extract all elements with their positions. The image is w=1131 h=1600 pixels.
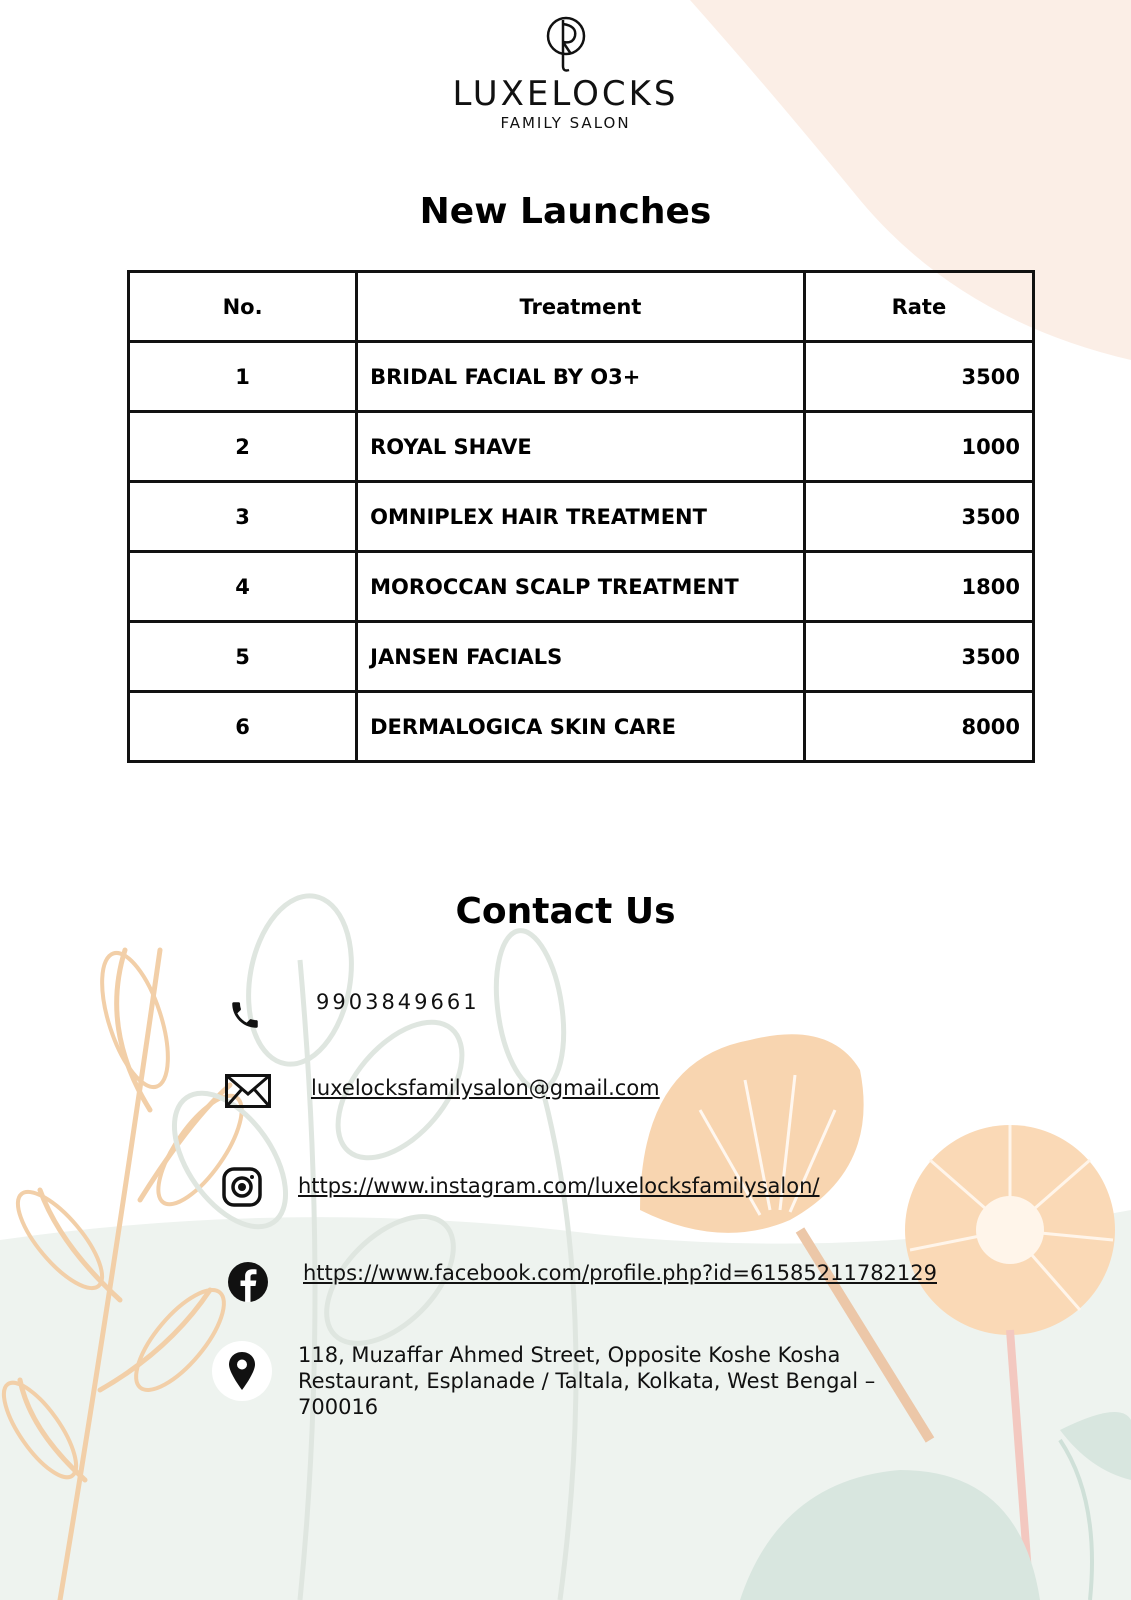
brand-subtitle: FAMILY SALON (500, 114, 631, 132)
cell-rate: 1800 (804, 552, 1033, 622)
table-row (129, 692, 1034, 762)
table-row (129, 622, 1034, 692)
cell-rate: 3500 (804, 482, 1033, 552)
cell-rate: 8000 (804, 692, 1033, 762)
email-link[interactable]: luxelocksfamilysalon@gmail.com (311, 1076, 660, 1100)
cell-treatment: ROYAL SHAVE (357, 412, 805, 482)
instagram-link[interactable]: https://www.instagram.com/luxelocksfamilysalon/ (298, 1174, 820, 1198)
cell-treatment: OMNIPLEX HAIR TREATMENT (357, 482, 805, 552)
cell-treatment: BRIDAL FACIAL BY O3+ (357, 342, 805, 412)
cell-rate: 3500 (804, 342, 1033, 412)
column-header-rate: Rate (804, 272, 1033, 342)
table-row (129, 342, 1034, 412)
table-row (129, 412, 1034, 482)
cell-no: 3 (129, 482, 357, 552)
cell-rate: 1000 (804, 412, 1033, 482)
cell-no: 4 (129, 552, 357, 622)
new-launches-title: New Launches (419, 191, 712, 232)
cell-no: 5 (129, 622, 357, 692)
cell-treatment: DERMALOGICA SKIN CARE (357, 692, 805, 762)
phone-number: 9903849661 (316, 990, 480, 1014)
cell-treatment: JANSEN FACIALS (357, 622, 805, 692)
cell-no: 2 (129, 412, 357, 482)
table-row (129, 482, 1034, 552)
cell-no: 6 (129, 692, 357, 762)
luxelocks-monogram-icon (543, 14, 589, 74)
brand-name: LUXELOCKS (452, 74, 679, 114)
cell-treatment: MOROCCAN SCALP TREATMENT (357, 552, 805, 622)
table-row (129, 552, 1034, 622)
cell-rate: 3500 (804, 622, 1033, 692)
table-header-row (129, 272, 1034, 342)
facebook-link[interactable]: https://www.facebook.com/profile.php?id=61585211782129 (303, 1261, 937, 1285)
location-pin-icon (211, 1340, 273, 1402)
facebook-icon (227, 1261, 269, 1303)
instagram-icon (221, 1166, 263, 1208)
brand-logo (0, 14, 1131, 132)
column-header-treatment: Treatment (357, 272, 805, 342)
launches-table (127, 270, 1035, 763)
column-header-no: No. (129, 272, 357, 342)
cell-no: 1 (129, 342, 357, 412)
phone-icon (228, 998, 262, 1032)
envelope-icon (225, 1074, 271, 1108)
contact-us-title: Contact Us (455, 891, 676, 932)
address-text: 118, Muzaffar Ahmed Street, Opposite Koshe Kosha Restaurant, Esplanade / Taltala, Kolkata, West Bengal – 700016 (298, 1343, 876, 1419)
